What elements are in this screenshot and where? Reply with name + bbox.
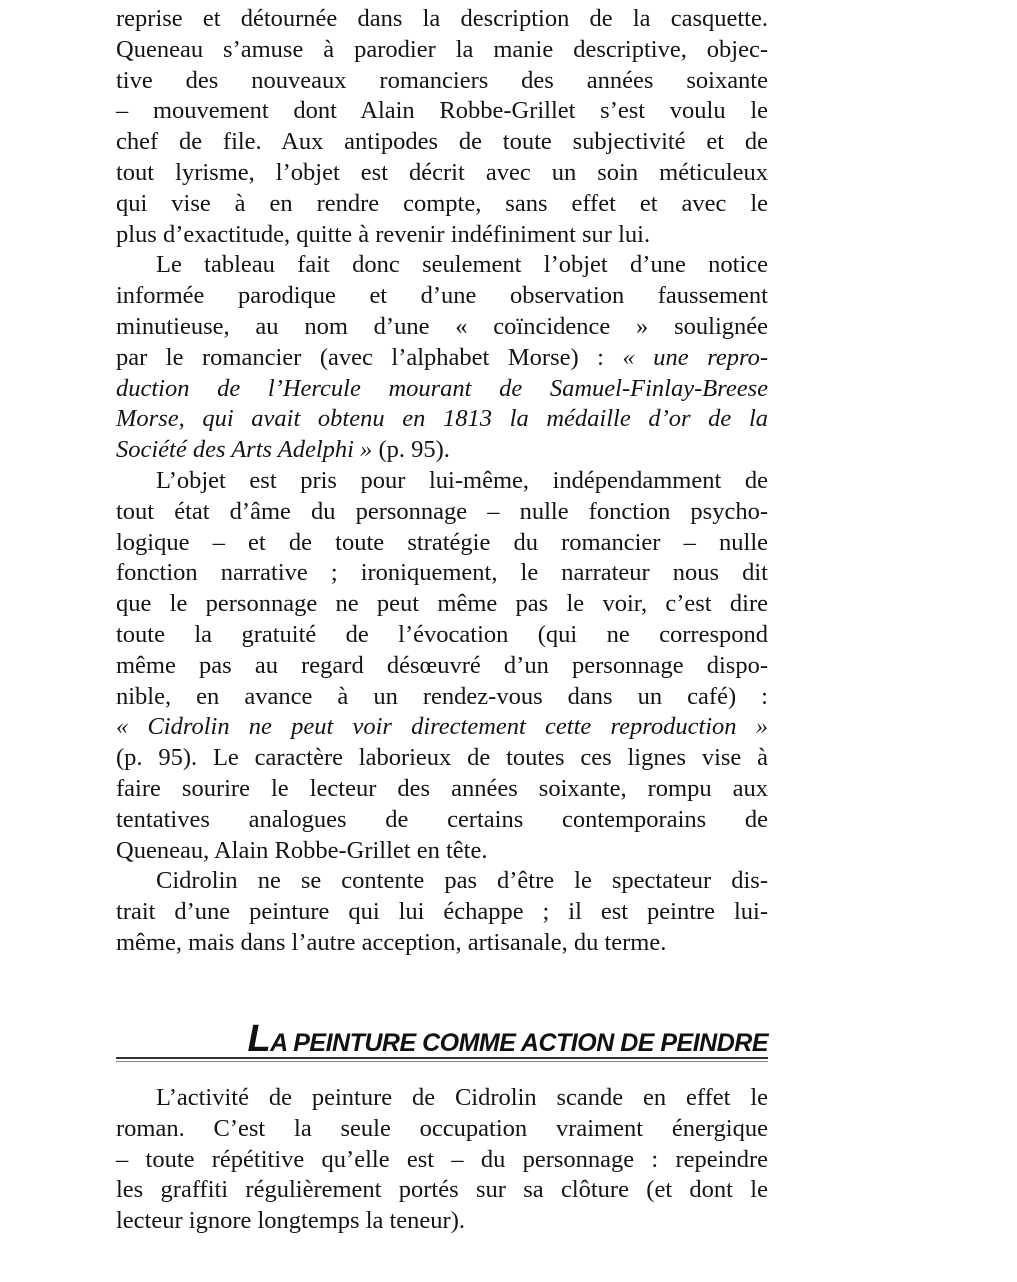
italic-quote: Société des Arts Adelphi » — [116, 436, 373, 464]
text-line — [116, 374, 768, 405]
text-line: qui vise à en rendre compte, sans effet et avec le — [116, 189, 768, 217]
italic-quote: « une repro- — [622, 343, 768, 371]
paragraph-1 — [116, 4, 768, 250]
text-line: tout lyrisme, l’objet est décrit avec un soin méticuleux — [116, 158, 768, 186]
text-line: tive des nouveaux romanciers des années soixante — [116, 66, 768, 94]
body-text-bottom — [116, 1083, 768, 1237]
paragraph-3 — [116, 466, 768, 866]
text-line: Queneau, Alain Robbe-Grillet en tête. — [116, 836, 488, 864]
section-title — [247, 1018, 768, 1061]
section-heading — [116, 1010, 768, 1066]
section-rule — [116, 1057, 768, 1059]
italic-quote: « Cidrolin ne peut voir directement cette reproduction » — [116, 713, 768, 741]
paragraph-5 — [116, 1083, 768, 1237]
italic-quote: Morse, qui avait obtenu en 1813 la médaille d’or de la — [116, 405, 768, 433]
text-line: L’objet est pris pour lui-même, indépendamment de — [156, 466, 768, 494]
text-line: informée parodique et d’une observation faussement — [116, 282, 768, 310]
text-line: lecteur ignore longtemps la teneur). — [116, 1207, 465, 1235]
paragraph-2 — [116, 250, 768, 466]
text-line: toute la gratuité de l’évocation (qui ne correspond — [116, 620, 768, 648]
text-line: nible, en avance à un rendez-vous dans un café) : — [116, 682, 768, 710]
text-line: – mouvement dont Alain Robbe-Grillet s’est voulu le — [116, 97, 768, 125]
section-rule-thin — [116, 1061, 768, 1062]
section-title-rest: A PEINTURE COMME ACTION DE PEINDRE — [270, 1029, 768, 1057]
text-segment: (p. 95). — [372, 436, 450, 464]
text-line: L’activité de peinture de Cidrolin scande en effet le — [156, 1084, 768, 1111]
text-line: trait d’une peinture qui lui échappe ; il est peintre lui- — [116, 898, 768, 926]
text-line — [116, 712, 768, 743]
body-text-top — [116, 4, 768, 959]
text-line: minutieuse, au nom d’une « coïncidence » soulignée — [116, 312, 768, 340]
paragraph-4 — [116, 866, 768, 958]
text-segment: par le romancier (avec l’alphabet Morse) : — [116, 343, 623, 371]
text-line: même pas au regard désœuvré d’un personnage dispo- — [116, 651, 768, 679]
text-line: tout état d’âme du personnage – nulle fonction psycho- — [116, 497, 768, 525]
text-line: que le personnage ne peut même pas le voir, c’est dire — [116, 590, 768, 618]
text-line: – toute répétitive qu’elle est – du personnage : repeindre — [116, 1145, 768, 1173]
text-line: plus d’exactitude, quitte à revenir indéfiniment sur lui. — [116, 220, 651, 248]
text-line: même, mais dans l’autre acception, artisanale, du terme. — [116, 928, 667, 956]
text-line: reprise et détournée dans la description de la casquette. — [116, 5, 768, 32]
text-line: fonction narrative ; ironiquement, le narrateur nous dit — [116, 559, 768, 587]
text-line: tentatives analogues de certains contemporains de — [116, 805, 768, 833]
italic-quote: duction de l’Hercule mourant de Samuel-Finlay-Breese — [116, 374, 768, 402]
text-line: roman. C’est la seule occupation vraiment énergique — [116, 1114, 768, 1142]
text-line: Queneau s’amuse à parodier la manie descriptive, objec- — [116, 35, 768, 63]
text-line: faire sourire le lecteur des années soixante, rompu aux — [116, 774, 768, 802]
text-line: chef de file. Aux antipodes de toute subjectivité et de — [116, 128, 768, 156]
text-line: les graffiti régulièrement portés sur sa clôture (et dont le — [116, 1176, 768, 1204]
text-line: Cidrolin ne se contente pas d’être le spectateur dis- — [156, 867, 768, 895]
text-line: logique – et de toute stratégie du romancier – nulle — [116, 528, 768, 556]
text-line — [116, 404, 768, 435]
text-line-mixed — [116, 343, 768, 374]
text-line: (p. 95). Le caractère laborieux de toutes ces lignes vise à — [116, 744, 768, 772]
text-line: Le tableau fait donc seulement l’objet d’une notice — [156, 251, 768, 279]
section-title-initial: L — [247, 1018, 271, 1060]
text-line-mixed — [116, 435, 768, 466]
